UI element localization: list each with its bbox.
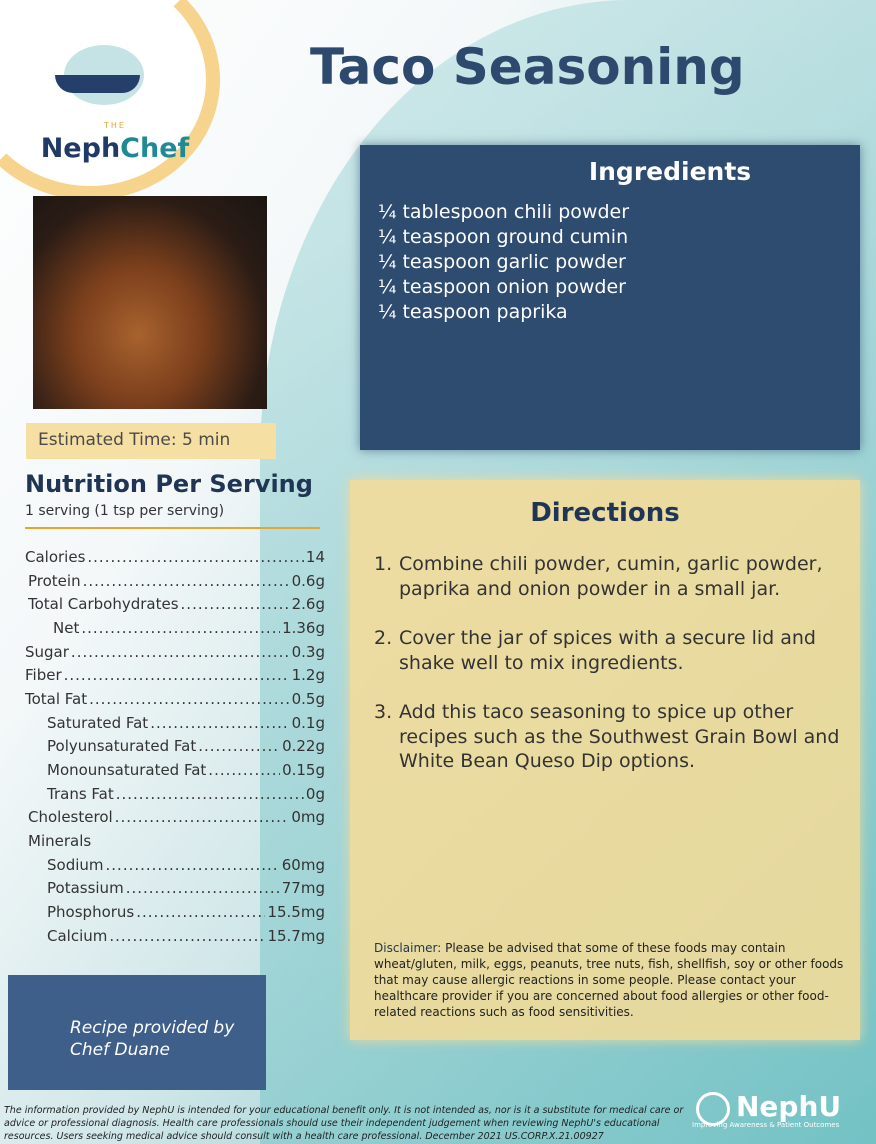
disclaimer-text: Please be advised that some of these foods may contain wheat/gluten, milk, eggs, peanuts, tree nuts, fish, shellfish, soy or other foods that may cause allergic reactions in some people. Please contact your healthcare provider if you are concerned about food allergies or other food-related reactions such as food sensitivities. — [374, 941, 844, 1019]
step-text: Cover the jar of spices with a secure lid and shake well to mix ingredients. — [399, 627, 816, 674]
nutrient-label: Total Fat — [25, 689, 88, 708]
nutrient-label: Monounsaturated Fat — [47, 761, 207, 780]
nephu-name: NephU — [736, 1090, 842, 1123]
nutrition-row — [25, 758, 325, 782]
divider — [25, 527, 320, 529]
nutrition-row — [25, 663, 325, 687]
nutrient-label: Sugar — [25, 642, 69, 661]
nutrition-row — [25, 569, 325, 593]
estimated-time: Estimated Time: 5 min — [26, 423, 276, 459]
direction-step — [374, 700, 840, 774]
nephu-logo — [692, 1090, 841, 1129]
dot-leader — [81, 619, 280, 637]
nutrient-label: Calcium — [47, 926, 108, 945]
recipe-credit — [8, 975, 266, 1090]
logo-brand-chef: Chef — [120, 133, 190, 164]
nutrient-value: 15.5mg — [267, 903, 325, 922]
nutrient-value: 0g — [305, 784, 325, 803]
nutrient-label: Potassium — [47, 879, 124, 898]
dot-leader — [83, 572, 290, 590]
nutrition-row — [25, 545, 325, 569]
ingredient-item: ¼ tablespoon chili powder — [378, 201, 630, 223]
nutrition-row — [25, 924, 325, 948]
nutrient-value: 0.15g — [282, 761, 325, 780]
nephu-tagline: Improving Awareness & Patient Outcomes — [692, 1121, 840, 1129]
step-number: 1. — [374, 553, 393, 575]
nutrition-row — [25, 806, 325, 830]
nutrient-label: Calories — [25, 547, 86, 566]
step-text: Combine chili powder, cumin, garlic powder, paprika and onion powder in a small jar. — [399, 553, 823, 600]
nutrition-heading: Nutrition Per Serving — [25, 470, 313, 498]
directions-panel — [350, 480, 860, 1040]
nutrition-row — [25, 640, 325, 664]
logo-brand — [30, 133, 200, 164]
directions-list — [374, 552, 840, 774]
dot-leader — [136, 903, 265, 921]
nutrient-value: 2.6g — [291, 595, 325, 614]
nutrient-label: Cholesterol — [28, 808, 113, 827]
nutrient-label: Phosphorus — [47, 903, 135, 922]
nutrient-value: 60mg — [281, 855, 325, 874]
nutrient-label: Saturated Fat — [47, 713, 149, 732]
logo-the: THE — [104, 121, 126, 130]
dot-leader — [71, 643, 290, 661]
nutrient-value: 1.36g — [282, 618, 325, 637]
dot-leader — [115, 808, 290, 826]
ingredient-item: ¼ teaspoon ground cumin — [378, 226, 629, 248]
nutrition-row — [25, 877, 325, 901]
nutrient-value: 1.2g — [291, 666, 325, 685]
nutrient-value: 0.22g — [282, 737, 325, 756]
nutrition-row — [25, 853, 325, 877]
ingredients-list — [378, 200, 860, 325]
nutrient-label: Protein — [28, 571, 81, 590]
nutrition-list — [25, 545, 325, 948]
direction-step — [374, 552, 840, 601]
direction-step — [374, 626, 840, 675]
nutrient-label: Polyunsaturated Fat — [47, 737, 197, 756]
dot-leader — [198, 737, 280, 755]
dot-leader — [116, 785, 304, 803]
nephu-logo-icon — [696, 1092, 730, 1126]
nutrition-row — [25, 829, 325, 853]
dot-leader — [64, 666, 290, 684]
nutrient-value: 14 — [305, 547, 325, 566]
ingredient-item: ¼ teaspoon paprika — [378, 301, 568, 323]
credit-line2: Chef Duane — [70, 1040, 171, 1060]
nutrient-value: 0.1g — [291, 713, 325, 732]
dot-leader — [89, 690, 289, 708]
recipe-photo — [33, 196, 267, 409]
step-number: 3. — [374, 701, 393, 723]
ingredients-heading: Ingredients — [588, 157, 752, 186]
disclaimer — [374, 940, 844, 1020]
dot-leader — [150, 714, 289, 732]
nutrition-row — [25, 735, 325, 759]
nutrition-row — [25, 616, 325, 640]
nutrition-row — [25, 711, 325, 735]
dot-leader — [208, 761, 280, 779]
step-number: 2. — [374, 627, 393, 649]
nephchef-logo — [30, 15, 200, 185]
nutrient-value: 0.6g — [291, 571, 325, 590]
nutrient-label: Total Carbohydrates — [28, 595, 179, 614]
ingredient-item: ¼ teaspoon garlic powder — [378, 251, 626, 273]
page-title: Taco Seasoning — [310, 38, 745, 96]
directions-heading: Directions — [530, 498, 680, 528]
dot-leader — [109, 927, 265, 945]
footer-disclaimer: The information provided by NephU is intended for your educational benefit only. It is not intended as, nor is it a substitute for medical care or advice or professional diagnosis. Health care professionals should use their independent judgement when reviewing NephU's educational resources. Users seeking medical advice should consult with a health care professional. December 2021 US.CORP.X.21.00927 — [4, 1105, 684, 1142]
ingredients-panel — [360, 145, 860, 450]
dot-leader — [106, 856, 280, 874]
nutrient-label: Trans Fat — [47, 784, 114, 803]
nutrient-label: Sodium — [47, 855, 104, 874]
nutrient-value: 0.5g — [291, 689, 325, 708]
nutrient-label: Fiber — [25, 666, 62, 685]
dot-leader — [181, 595, 290, 613]
nutrient-value: 15.7mg — [267, 926, 325, 945]
nutrient-label: Net — [53, 618, 80, 637]
ingredient-item: ¼ teaspoon onion powder — [378, 276, 626, 298]
pan-body-icon — [55, 75, 140, 93]
nutrient-value: 0mg — [291, 808, 325, 827]
logo-brand-neph: Neph — [40, 133, 121, 164]
dot-leader — [87, 548, 304, 566]
nutrition-row — [25, 900, 325, 924]
disclaimer-label: Disclaimer: — [374, 941, 442, 955]
nutrition-row — [25, 782, 325, 806]
nutrient-value: 77mg — [281, 879, 325, 898]
nutrition-row — [25, 592, 325, 616]
nutrient-label: Minerals — [28, 832, 92, 851]
step-text: Add this taco seasoning to spice up other recipes such as the Southwest Grain Bowl and White Bean Queso Dip options. — [399, 701, 840, 772]
nutrient-value: 0.3g — [291, 642, 325, 661]
nutrition-row — [25, 687, 325, 711]
dot-leader — [126, 879, 280, 897]
serving-size: 1 serving (1 tsp per serving) — [25, 503, 225, 519]
credit-line1: Recipe provided by — [70, 1018, 235, 1038]
